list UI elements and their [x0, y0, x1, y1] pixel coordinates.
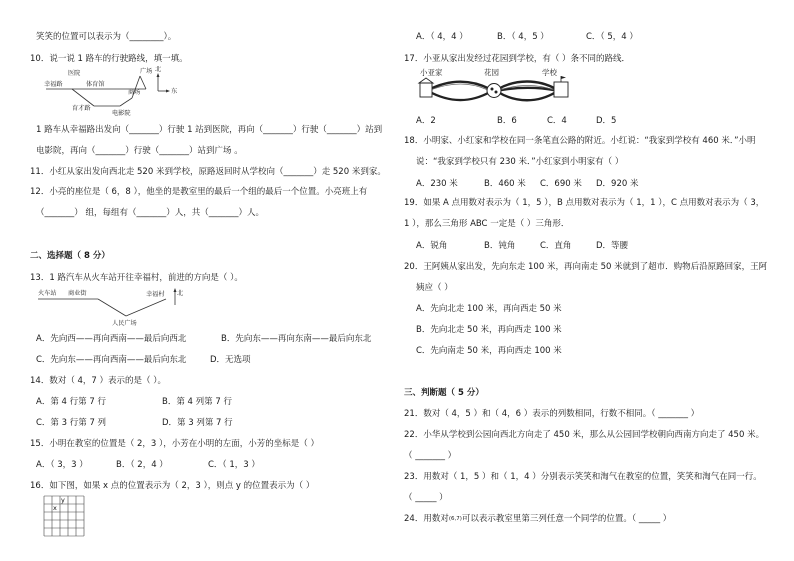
q14-option-d: D．第 3 列第 7 行 — [162, 418, 233, 428]
q15-option-a: A．（ 3，3 ） — [36, 460, 88, 470]
q24-pair: (6,7) — [448, 516, 462, 522]
q16-option-c: C．（ 5，4 ） — [586, 32, 638, 42]
q23-blank: （ _____ ） — [404, 493, 448, 503]
q14-option-c: C．第 3 行第 7 列 — [36, 418, 107, 428]
q10-label-east: 东 — [171, 88, 178, 95]
q23: 23．用数对（ 1，5 ）和（ 1，4 ）分别表示笑笑和淘气在教室的位置，笑笑和淘气在同一行。 — [404, 472, 762, 482]
q16-point-y: y — [61, 496, 65, 504]
q13-option-c: C．先向东——再向西南——最后向东北 — [36, 355, 187, 365]
q13-label-north: 北 — [177, 290, 184, 297]
q10-label-gym: 体育馆 — [86, 81, 105, 88]
q22: 22．小华从学校到公园向西北方向走了 450 米，那么从公园回学校朝向西南方向走了 450 米。 — [404, 430, 765, 440]
q14: 14．数对（ 4，7 ）表示的是（ ）。 — [30, 376, 166, 386]
q24-suffix: 可以表示教室里第三列任意一个同学的位置。（ _____ ） — [461, 514, 672, 524]
q14-option-a: A．第 4 行第 7 行 — [36, 397, 106, 407]
q19-option-b: B．钝角 — [484, 241, 516, 251]
q13-option-d: D．无选项 — [210, 355, 251, 365]
q17-option-b: B．6 — [497, 116, 517, 126]
q16-option-a: A．（ 4，4 ） — [416, 32, 468, 42]
q10-line2: 电影院，再向（_______）行驶（_______）站到广场 。 — [36, 146, 243, 156]
q16: 16．如下图，如果 x 点的位置表示为（ 2，3 ），则点 y 的位置表示为（ ） — [30, 481, 315, 491]
q13-route-map — [36, 285, 186, 329]
q10-title: 10．说一说 1 路车的行驶路线，填一填。 — [30, 54, 188, 64]
q13-option-a: A．先向西——再向西南——最后向西北 — [36, 334, 187, 344]
q16-point-x: x — [53, 504, 57, 512]
q10-label-north: 北 — [155, 66, 162, 73]
q18-option-c: C．690 米 — [540, 179, 582, 189]
q10-label-square: 广场 — [140, 68, 153, 75]
q15-option-c: C．（ 1，3 ） — [208, 460, 260, 470]
q17-option-c: C．4 — [547, 116, 567, 126]
q19-line2: 1 ），那么三角形 ABC 一定是（ ）三角形． — [404, 219, 570, 229]
q19-option-c: C．直角 — [540, 241, 572, 251]
section2-title: 二、选择题（ 8 分） — [30, 251, 110, 261]
q24 — [404, 515, 671, 524]
q10-label-xingfu: 幸福路 — [44, 81, 63, 88]
q17-label-home: 小亚家 — [420, 68, 443, 77]
q15-option-b: B．（ 2，4 ） — [116, 460, 168, 470]
q10-label-hospital: 医院 — [68, 70, 81, 77]
q13-label-village: 幸福村 — [146, 291, 165, 298]
q18-option-d: D．920 米 — [596, 179, 639, 189]
section3-title: 三、判断题（ 5 分） — [404, 388, 484, 398]
q12-line1: 12．小亮的座位是（ 6，8 ），他坐的是教室里的最后一个组的最后一个位置。小亮班上有 — [30, 187, 368, 197]
q22-blank: （ _______ ） — [404, 451, 457, 461]
q18-option-b: B．460 米 — [484, 179, 526, 189]
q10-label-yucai: 育才路 — [72, 105, 91, 112]
q13-label-commercial: 商业街 — [68, 290, 87, 297]
q20-line2: 姨应（ ） — [416, 283, 453, 293]
q18-line2: 说：“我家到学校只有 230 米．”小红家到小明家有（ ） — [416, 157, 624, 167]
q20-option-a: A．先向北走 100 米，再向西走 50 米 — [416, 304, 562, 314]
q17-label-school: 学校 — [542, 68, 557, 77]
q17: 17．小亚从家出发经过花园到学校，有（ ）条不同的路线． — [404, 54, 631, 64]
q14-option-b: B．第 4 列第 7 行 — [162, 397, 232, 407]
q9-tail: 笑笑的位置可以表示为（________）。 — [36, 32, 177, 42]
q16-grid — [42, 494, 90, 538]
q21: 21．数对（ 4，5 ）和（ 4，6 ）表示的列数相同，行数不相同。（ _______ ） — [404, 409, 700, 419]
q12-line2: （_______） 组，每组有（_______）人，共（_______）人。 — [36, 208, 264, 218]
q24-prefix: 24．用数对 — [404, 514, 449, 524]
q17-option-a: A．2 — [416, 116, 436, 126]
q13-label-station: 火车站 — [38, 290, 57, 297]
q19-option-d: D．等腰 — [596, 241, 629, 251]
q10-route-map — [42, 66, 182, 118]
q20-line1: 20．王阿姨从家出发，先向东走 100 米，再向南走 50 米就到了超市．购物后沿原路回家，王阿 — [404, 262, 768, 272]
q20-option-c: C．先向南走 50 米，再向西走 100 米 — [416, 346, 562, 356]
q11: 11．小红从家出发向西北走 520 米到学校，原路返回时从学校向（_______）走 520 米到家。 — [30, 167, 386, 177]
q15: 15．小明在教室的位置是（ 2，3 ），小芳在小明的左面，小芳的坐标是（ ） — [30, 439, 319, 449]
q17-option-d: D．5 — [596, 116, 617, 126]
q13: 13．1 路汽车从火车站开往幸福村，前进的方向是（ ）。 — [30, 273, 243, 283]
q18-option-a: A．230 米 — [416, 179, 458, 189]
q13-label-plaza: 人民广场 — [112, 320, 137, 327]
q10-label-mall: 商场 — [128, 89, 141, 96]
q18-line1: 18．小明家、小红家和学校在同一条笔直公路的附近。小红说：“我家到学校有 460 米．”小明 — [404, 136, 756, 146]
q19-line1: 19．如果 A 点用数对表示为（ 1，5 ），B 点用数对表示为（ 1，1 ），C 点用数对表示为（ 3， — [404, 198, 765, 208]
q17-routes-figure — [414, 66, 574, 106]
q19-option-a: A．锐角 — [416, 241, 448, 251]
q16-option-b: B．（ 4，5 ） — [497, 32, 549, 42]
q10-line1: 1 路车从幸福路出发向（_______）行驶 1 站到医院，再向（_______）行驶（_______）站到 — [36, 125, 383, 135]
q13-option-b: B．先向东——再向东南——最后向东北 — [221, 334, 372, 344]
q17-label-garden: 花园 — [484, 68, 499, 77]
q10-label-cinema: 电影院 — [112, 110, 131, 117]
q20-option-b: B．先向北走 50 米，再向西走 100 米 — [416, 325, 562, 335]
